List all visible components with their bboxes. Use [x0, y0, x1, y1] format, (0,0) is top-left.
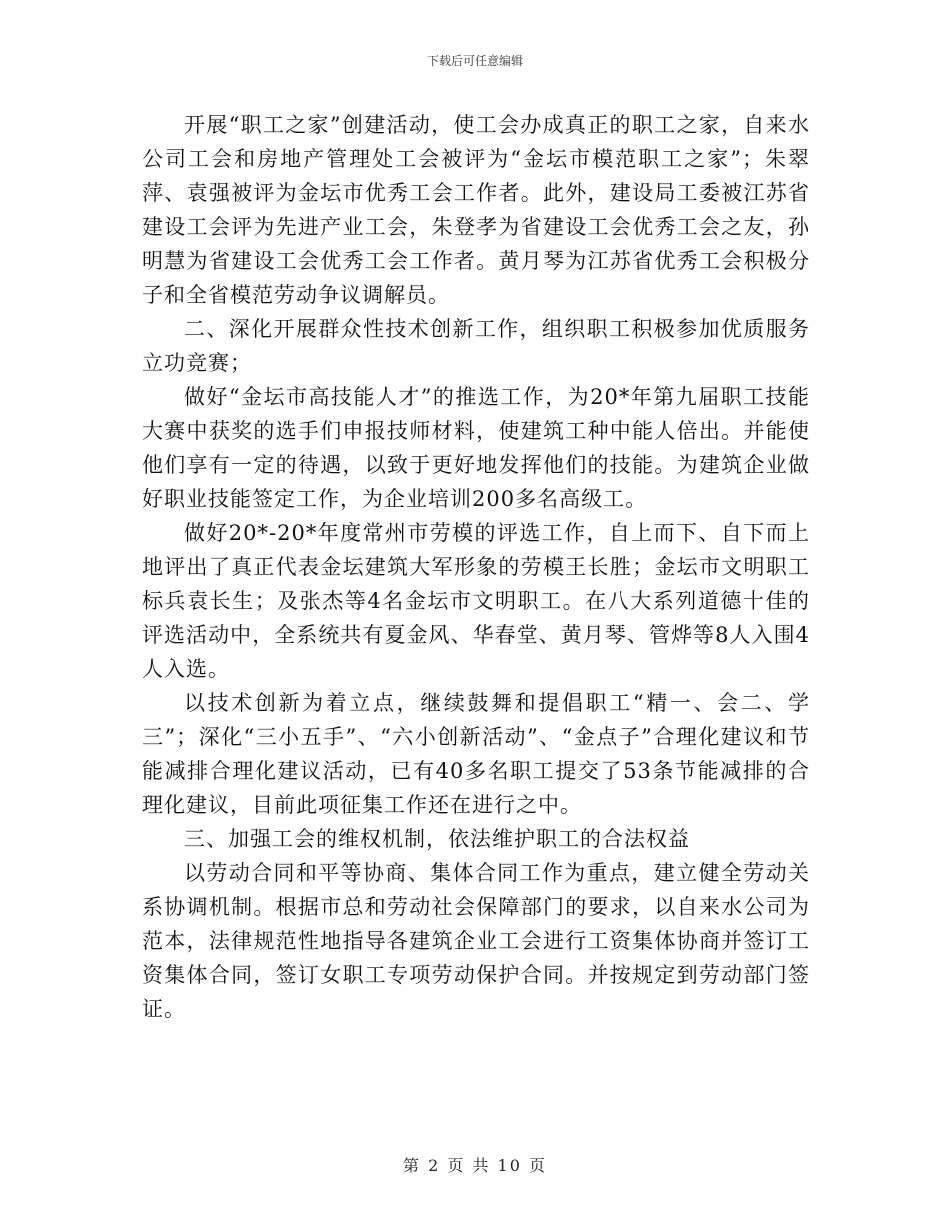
- page-number-footer: 第 2 页 共 10 页: [403, 1156, 547, 1175]
- paragraph-labor-contract: 以劳动合同和平等协商、集体合同工作为重点，建立健全劳动关系协调机制。根据市总和劳动社会保障部门的要求，以自来水公司为范本，法律规范性地指导各建筑企业工会进行工资集体协商并签订工资集体合同，签订女职工专项劳动保护合同。并按规定到劳动部门签证。: [142, 861, 810, 1021]
- paragraph-workers-home: 开展“职工之家”创建活动，使工会办成真正的职工之家，自来水公司工会和房地产管理处工会被评为“金坛市模范职工之家”；朱翠萍、袁强被评为金坛市优秀工会工作者。此外，建设局工委被江苏省建设工会评为先进产业工会，朱登孝为省建设工会优秀工会之友，孙明慧为省建设工会优秀工会工作者。黄月琴为江苏省优秀工会积极分子和全省模范劳动争议调解员。: [142, 113, 810, 307]
- section-heading-3: 三、加强工会的维权机制，依法维护职工的合法权益: [184, 827, 690, 851]
- paragraph-tech-innovation: 以技术创新为着立点，继续鼓舞和提倡职工“精一、会二、学三”；深化“三小五手”、“六小创新活动”、“金点子”合理化建议和节能减排合理化建议活动，已有40多名职工提交了53条节能减排的合理化建议，目前此项征集工作还在进行之中。: [142, 691, 810, 817]
- document-body: [142, 108, 810, 1026]
- page-header-note: 下载后可任意编辑: [426, 54, 523, 68]
- section-heading-2: 二、深化开展群众性技术创新工作，组织职工积极参加优质服务立功竞赛；: [142, 317, 810, 375]
- paragraph-skill-talent: 做好“金坛市高技能人才”的推选工作，为20*年第九届职工技能大赛中获奖的选手们申报技师材料，使建筑工种中能人倍出。并能使他们享有一定的待遇，以致于更好地发挥他们的技能。为建筑企业做好职业技能签定工作，为企业培训200多名高级工。: [142, 385, 810, 511]
- paragraph-model-worker: 做好20*-20*年度常州市劳模的评选工作，自上而下、自下而上地评出了真正代表金坛建筑大军形象的劳模王长胜；金坛市文明职工标兵袁长生；及张杰等4名金坛市文明职工。在八大系列道德十佳的评选活动中，全系统共有夏金风、华春堂、黄月琴、管烨等8人入围4人入选。: [142, 521, 810, 681]
